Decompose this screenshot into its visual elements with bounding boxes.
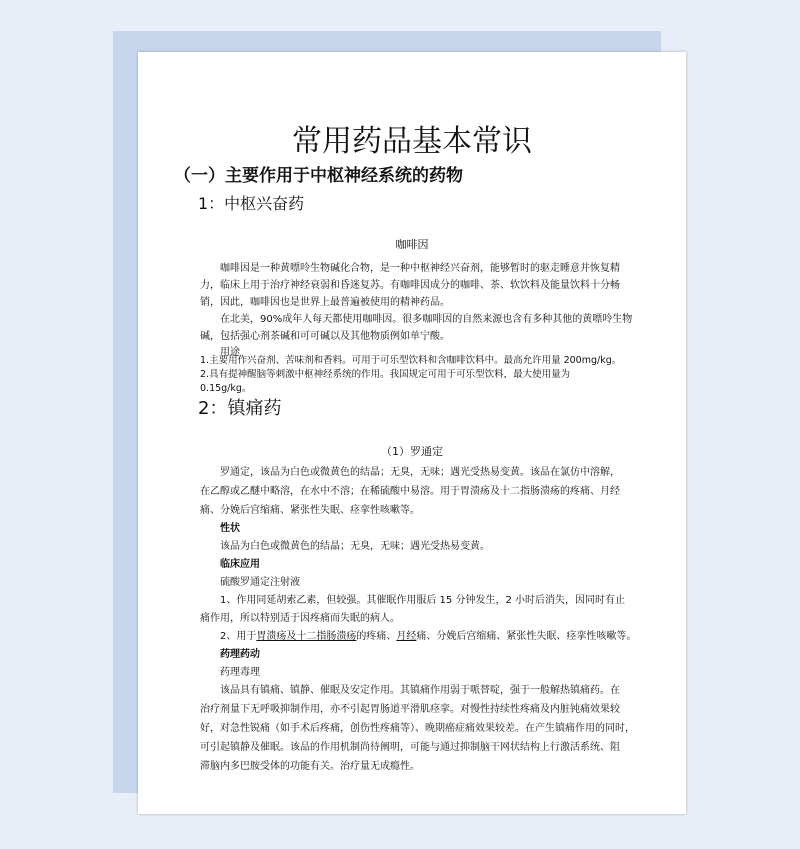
underlined-text: 月经 <box>396 631 417 642</box>
subsection-heading-stimulant: 1：中枢兴奋药 <box>198 194 305 213</box>
paragraph-line: 在北美，90%成年人每天都使用咖啡因。很多咖啡因的自然来源也含有多种其他的黄嘌呤生物 <box>200 314 633 325</box>
section-heading: （一）主要作用于中枢神经系统的药物 <box>174 166 463 186</box>
underlined-text: 胃溃疡及十二指肠溃疡 <box>256 631 357 642</box>
paragraph-line: 罗通定，该品为白色或微黄色的结晶；无臭，无味；遇光受热易变黄。该品在氯仿中溶解， <box>200 467 620 478</box>
paragraph-line: 痛作用，所以特别适于因疼痛而失眠的病人。 <box>200 613 400 624</box>
subsection-heading-analgesic: 2：镇痛药 <box>198 398 282 419</box>
pharmacology-label: 药理药动 <box>200 649 260 660</box>
text-run: 痛、分娩后宫缩痛、紧张性失眠、痉挛性咳嗽等。 <box>416 631 637 642</box>
paragraph-line: 1、作用同延胡索乙素，但较强。其催眠作用服后 15 分钟发生，2 小时后消失，因同时有止 <box>200 595 625 606</box>
paragraph-line: 可引起镇静及催眠。该品的作用机制尚待阐明，可能与通过抑制脑干网状结构上行激活系统、阻 <box>200 742 620 753</box>
paragraph-line: 痛、分娩后宫缩痛、紧张性失眠、痉挛性咳嗽等。 <box>200 505 420 516</box>
text-run: 的疼痛、 <box>356 631 397 642</box>
paragraph-line: 力，临床上用于治疗神经衰弱和昏迷复苏。有咖啡因成分的咖啡、茶、软饮料及能量饮料十分畅 <box>200 280 620 291</box>
paragraph-line <box>200 627 636 647</box>
caffeine-heading: 咖啡因 <box>395 238 429 251</box>
trait-label: 性状 <box>200 523 240 534</box>
paragraph-line: 好，对急性锐痛（如手术后疼痛，创伤性疼痛等）、晚期癌症痛效果较差。在产生镇痛作用的同时， <box>200 723 635 734</box>
usage-line: 1.主要用作兴奋剂、苦味剂和香料。可用于可乐型饮料和含咖啡饮料中。最高允许用量 200mg/kg。 <box>200 355 622 366</box>
rotundine-heading: （1）罗通定 <box>381 445 443 458</box>
paragraph-line: 治疗剂量下无呼吸抑制作用，亦不引起胃肠道平滑肌痉挛。对慢性持续性疼痛及内脏钝痛效果较 <box>200 704 620 715</box>
text-run: 2、用于 <box>200 631 257 642</box>
trait-text: 该品为白色或微黄色的结晶；无臭，无味；遇光受热易变黄。 <box>200 541 490 552</box>
injection-name: 硫酸罗通定注射液 <box>200 577 300 588</box>
toxicology-label: 药理毒理 <box>200 667 260 678</box>
document-page <box>138 52 686 814</box>
paragraph-line: 咖啡因是一种黄嘌呤生物碱化合物，是一种中枢神经兴奋剂，能够暂时的驱走睡意并恢复精 <box>200 263 620 274</box>
paragraph-line: 碱，包括强心剂茶碱和可可碱以及其他物质例如单宁酸。 <box>200 331 450 342</box>
usage-line: 2.具有提神醒脑等刺激中枢神经系统的作用。我国规定可用于可乐型饮料，最大使用量为 <box>200 369 571 380</box>
usage-label: 用途 <box>200 347 240 358</box>
paragraph-line: 滞脑内多巴胺受体的功能有关。治疗量无成瘾性。 <box>200 761 420 772</box>
paragraph-line: 在乙醇或乙醚中略溶，在水中不溶；在稀硫酸中易溶。用于胃溃疡及十二指肠溃疡的疼痛、月经 <box>200 486 620 497</box>
usage-line: 0.15g/kg。 <box>200 383 252 394</box>
paragraph-line: 该品具有镇痛、镇静、催眠及安定作用。其镇痛作用弱于哌替啶，强于一般解热镇痛药。在 <box>200 685 620 696</box>
clinical-label: 临床应用 <box>200 559 260 570</box>
document-title: 常用药品基本常识 <box>292 124 532 159</box>
paragraph-line: 销，因此，咖啡因也是世界上最普遍被使用的精神药品。 <box>200 297 450 308</box>
